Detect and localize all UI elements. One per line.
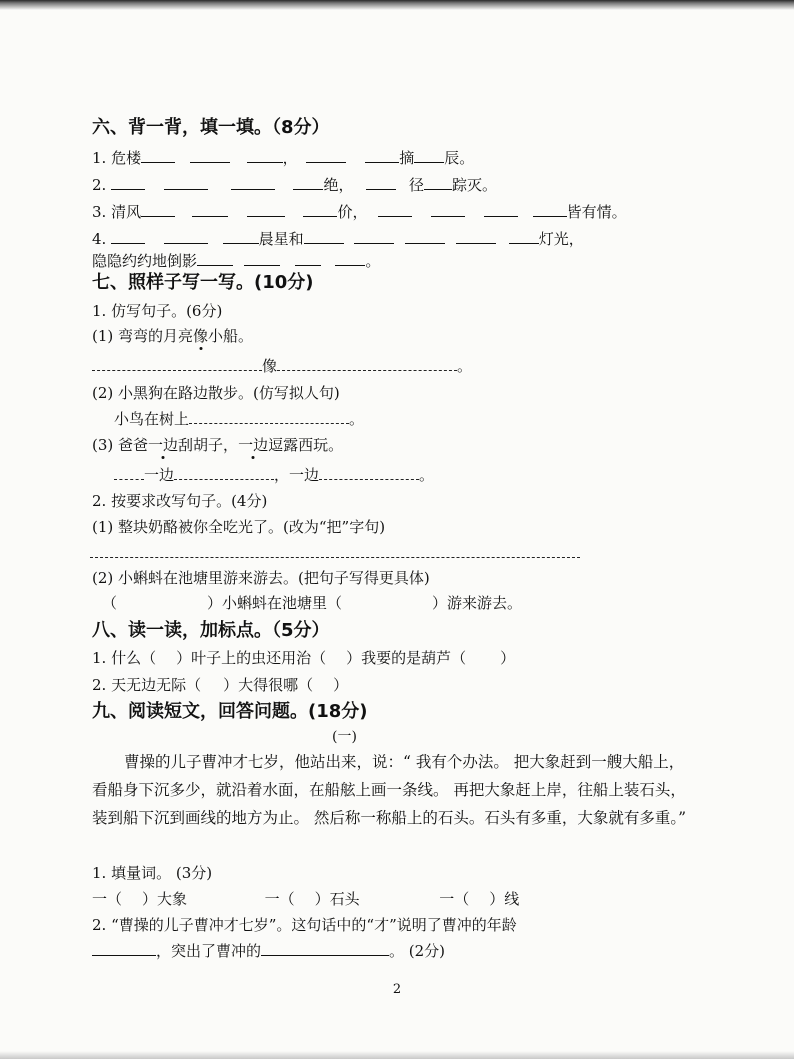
s6-q4-text: 。 bbox=[365, 252, 381, 270]
section-9-title: 九、阅读短文，回答问题。(18分) bbox=[92, 701, 368, 722]
blank[interactable] bbox=[335, 251, 365, 266]
blank[interactable] bbox=[405, 229, 445, 244]
blank[interactable] bbox=[366, 175, 396, 190]
emphasis-word: 一边 bbox=[148, 436, 179, 454]
s7-text: (1) 弯弯的月亮 bbox=[92, 327, 194, 345]
blank[interactable] bbox=[456, 229, 496, 244]
s8-text: ） bbox=[333, 676, 349, 694]
blank[interactable] bbox=[414, 148, 444, 163]
blank[interactable] bbox=[295, 251, 321, 266]
s9-text: 一（ bbox=[264, 890, 295, 908]
scan-edge-bottom bbox=[0, 1051, 794, 1059]
s7-text: ）小蝌蚪在池塘里（ bbox=[207, 594, 343, 612]
blank[interactable] bbox=[192, 202, 228, 217]
section-8-title: 八、读一读，加标点。（5分） bbox=[92, 620, 330, 641]
s9-text: 一（ bbox=[92, 890, 123, 908]
s7-text: (3) 爸爸 bbox=[92, 436, 149, 454]
s7-example-2: (2) 小黑狗在路边散步。(仿写拟人句) bbox=[92, 384, 340, 402]
emphasis-char: 像 bbox=[193, 327, 209, 345]
blank[interactable] bbox=[261, 941, 389, 956]
s6-q4-text: 晨星和 bbox=[258, 230, 304, 248]
s7-text: 。 bbox=[457, 357, 473, 375]
s7-part-1: 1. 仿写句子。(6分) bbox=[92, 302, 223, 320]
blank[interactable] bbox=[111, 229, 145, 244]
reading-passage: 曹操的儿子曹冲才七岁，他站出来，说：“ 我有个办法。 把大象赶到一艘大船上，看船身下沉多少，就沿着水面，在船舷上画一条线。 再把大象赶上岸，往船上装石头，装到船下沉到画线的地方为止。 然后称一称船上的石头。石头有多重，大象就有多重。” bbox=[92, 753, 687, 827]
scan-edge-top bbox=[0, 0, 794, 10]
blank[interactable] bbox=[354, 229, 394, 244]
s8-text: 2. 天无边无际（ bbox=[92, 676, 202, 694]
blank[interactable] bbox=[244, 251, 280, 266]
blank[interactable] bbox=[431, 202, 465, 217]
s7-text: 小船。 bbox=[208, 327, 254, 345]
answer-blank[interactable] bbox=[277, 358, 457, 371]
s8-text: ） bbox=[500, 649, 516, 667]
s9-text: ，突出了曹冲的 bbox=[156, 942, 262, 960]
s9-question-2-cont bbox=[92, 940, 445, 962]
answer-blank[interactable] bbox=[189, 411, 349, 424]
s7-text: 。 bbox=[349, 410, 365, 428]
blank[interactable] bbox=[141, 202, 175, 217]
s7-example-3 bbox=[92, 434, 343, 456]
answer-blank[interactable] bbox=[90, 545, 580, 558]
s7-rewrite-1: (1) 整块奶酪被你全吃光了。(改为“把”字句) bbox=[92, 518, 386, 536]
blank[interactable] bbox=[247, 148, 283, 163]
blank[interactable] bbox=[378, 202, 412, 217]
s7-rewrite-2: (2) 小蝌蚪在池塘里游来游去。(把句子写得更具体) bbox=[92, 569, 430, 587]
emphasis-word: 一边 bbox=[238, 436, 269, 454]
s6-q2-text: 径 bbox=[409, 176, 425, 194]
section-6-title: 六、背一背，填一填。（8分） bbox=[92, 117, 330, 138]
answer-blank[interactable] bbox=[92, 358, 262, 371]
blank[interactable] bbox=[424, 175, 452, 190]
s6-q4-text: 灯光， bbox=[538, 230, 584, 248]
s8-text: 1. 什么（ bbox=[92, 649, 157, 667]
s9-question-1-blanks bbox=[92, 888, 519, 910]
blank[interactable] bbox=[247, 202, 285, 217]
blank[interactable] bbox=[197, 251, 233, 266]
s6-q3-text: 皆有情。 bbox=[566, 203, 627, 221]
s7-rewrite-1-answer bbox=[90, 542, 580, 564]
s6-q2-text: 绝， bbox=[323, 176, 354, 194]
answer-blank[interactable] bbox=[174, 467, 274, 480]
blank[interactable] bbox=[509, 229, 539, 244]
blank[interactable] bbox=[306, 148, 346, 163]
s7-text: ）游来游去。 bbox=[432, 594, 523, 612]
s6-question-1 bbox=[92, 147, 474, 169]
s8-question-1 bbox=[92, 647, 515, 669]
s6-q2-text: 踪灭。 bbox=[452, 176, 498, 194]
blank[interactable] bbox=[533, 202, 567, 217]
s8-text: ）我要的是葫芦（ bbox=[346, 649, 467, 667]
blank[interactable] bbox=[231, 175, 275, 190]
blank[interactable] bbox=[141, 148, 175, 163]
s6-question-3 bbox=[92, 201, 627, 223]
s8-question-2 bbox=[92, 674, 348, 696]
blank[interactable] bbox=[164, 229, 208, 244]
s6-question-4-cont bbox=[92, 250, 380, 272]
s7-text: 逗露西玩。 bbox=[268, 436, 344, 454]
s6-q1-text: 1. 危楼 bbox=[92, 149, 142, 167]
s6-q1-comma: ， bbox=[282, 149, 298, 167]
blank[interactable] bbox=[111, 175, 145, 190]
s7-part-2: 2. 按要求改写句子。(4分) bbox=[92, 492, 268, 510]
s8-text: ）大得很哪（ bbox=[223, 676, 314, 694]
s7-example-1 bbox=[92, 325, 253, 347]
blank[interactable] bbox=[164, 175, 208, 190]
blank[interactable] bbox=[223, 229, 259, 244]
s9-text: ）线 bbox=[489, 890, 520, 908]
s6-q1-text: 辰。 bbox=[444, 149, 475, 167]
blank[interactable] bbox=[92, 941, 156, 956]
s9-text: ）大象 bbox=[142, 890, 188, 908]
s9-subtitle: (一) bbox=[332, 729, 357, 745]
page-number: 2 bbox=[392, 982, 402, 997]
s7-text: 小鸟在树上 bbox=[114, 410, 190, 428]
answer-blank[interactable] bbox=[114, 467, 144, 480]
s6-q1-text: 摘 bbox=[399, 149, 415, 167]
s6-q3-text: 价， bbox=[337, 203, 368, 221]
s9-question-2: 2. “曹操的儿子曹冲才七岁”。这句话中的“才”说明了曹冲的年龄 bbox=[92, 916, 517, 934]
blank[interactable] bbox=[293, 175, 323, 190]
s7-rewrite-2-answer bbox=[102, 592, 522, 614]
blank[interactable] bbox=[365, 148, 399, 163]
s7-text: ，一边 bbox=[274, 466, 320, 484]
s8-text: ）叶子上的虫还用治（ bbox=[176, 649, 327, 667]
s9-text: 。 (2分) bbox=[389, 942, 446, 960]
s9-text: ）石头 bbox=[314, 890, 360, 908]
blank[interactable] bbox=[304, 229, 344, 244]
answer-blank[interactable] bbox=[319, 467, 419, 480]
s6-q4-text: 4. bbox=[92, 230, 107, 248]
s6-question-2 bbox=[92, 174, 497, 196]
blank[interactable] bbox=[484, 202, 518, 217]
blank[interactable] bbox=[190, 148, 230, 163]
s7-answer-3 bbox=[114, 464, 434, 486]
s6-q4-text: 隐隐约约地倒影 bbox=[92, 252, 198, 270]
s7-text: 。 bbox=[419, 466, 435, 484]
s7-text: 刮胡子， bbox=[178, 436, 239, 454]
s6-q2-text: 2. bbox=[92, 176, 107, 194]
s7-text: 一边 bbox=[144, 466, 175, 484]
s7-text: 像 bbox=[262, 357, 278, 375]
blank[interactable] bbox=[303, 202, 337, 217]
s7-answer-1 bbox=[92, 355, 472, 377]
s9-text: 一（ bbox=[439, 890, 470, 908]
s9-question-1: 1. 填量词。 (3分) bbox=[92, 864, 213, 882]
s6-q3-text: 3. 清风 bbox=[92, 203, 142, 221]
s7-answer-2 bbox=[114, 408, 364, 430]
section-7-title: 七、照样子写一写。(10分) bbox=[92, 272, 314, 293]
s6-question-4 bbox=[92, 228, 584, 250]
paren: （ bbox=[102, 594, 118, 612]
